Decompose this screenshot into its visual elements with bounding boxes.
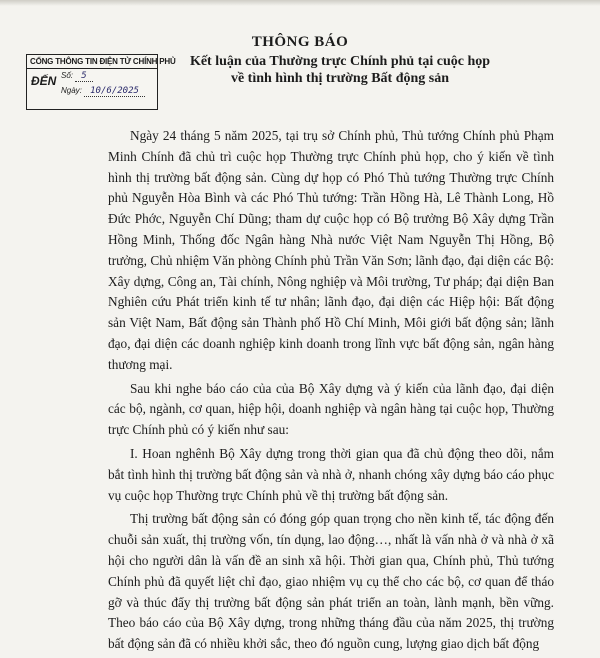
paragraph-3: I. Hoan nghênh Bộ Xây dựng trong thời gian qua đã chủ động theo dõi, nắm bắt tình hình thị trường bất động sản và nhà ở, nhanh chóng xây dựng báo cáo phục vụ cuộc họp Thường trực Chính phủ về thị trường bất động sản. (108, 445, 554, 503)
stamp-ngay-value: 10/6/2025 (84, 86, 145, 97)
paragraph-1: Ngày 24 tháng 5 năm 2025, tại trụ sở Chính phủ, Thủ tướng Chính phủ Phạm Minh Chính đã chủ trì cuộc họp Thường trực Chính phủ họp, cho ý kiến về tình hình thị trường bất động sản. Cùng dự họp có Phó Thủ tướng Thường trực Chính phủ Nguyễn Hòa Bình và các Phó Thủ tướng: Trần Hồng Hà, Lê Thành Long, Hồ Đức Phớc, Nguyễn Chí Dũng; tham dự cuộc họp có Bộ trưởng Bộ Xây dựng Trần Hồng Minh, Thống đốc Ngân hàng Nhà nước Việt Nam Nguyễn Thị Hồng, Bộ trưởng, Chủ nhiệm Văn phòng Chính phủ Trần Văn Sơn; lãnh đạo, đại diện các Bộ: Xây dựng, Công an, Tài chính, Nông nghiệp và Môi trường, Tư pháp; đại diện Ban Nghiên cứu Phát triển kinh tế tư nhân; lãnh đạo, đại diện các Hiệp hội: Bất động sản Việt Nam, Bất động sản Thành phố Hồ Chí Minh, Môi giới bất động sản; lãnh đạo, đại diện các doanh nghiệp kinh doanh trong lĩnh vực bất động sản, ngân hàng thương mại. (108, 128, 554, 372)
received-stamp (26, 54, 176, 110)
stamp-so-label: Số: (61, 71, 74, 80)
stamp-agency: CỔNG THÔNG TIN ĐIỆN TỬ CHÍNH PHỦ (27, 55, 157, 69)
stamp-so-value: 5 (75, 71, 92, 82)
stamp-den-label: ĐẾN (31, 74, 57, 88)
stamp-date-row (61, 86, 145, 96)
page-top-edge (0, 0, 600, 6)
stamp-ngay-label: Ngày: (61, 86, 82, 95)
paragraph-2: Sau khi nghe báo cáo của của Bộ Xây dựng và ý kiến của lãnh đạo, đại diện các bộ, ngành, cơ quan, hiệp hội, doanh nghiệp và ngân hàng tại cuộc họp, Thường trực Chính phủ có ý kiến như sau: (108, 380, 554, 438)
document-subtitle (150, 53, 530, 87)
document-title: THÔNG BÁO (251, 34, 349, 50)
subtitle-line-2: về tình hình thị trường Bất động sản (230, 71, 450, 86)
paragraph-4: Thị trường bất động sản có đóng góp quan trọng cho nền kinh tế, tác động đến chuỗi sản xuất, thị trường vốn, tín dụng, lao động…, nhất là vấn nhà ở và nhà ở xã hội cho người dân là vấn đề an sinh xã hội. Thời gian qua, Chính phủ, Thủ tướng Chính phủ đã quyết liệt chỉ đạo, giao nhiệm vụ cụ thể cho các bộ, cơ quan để tháo gỡ và thúc đẩy thị trường bất động sản phát triển an toàn, lành mạnh, bền vững. Theo báo cáo của Bộ Xây dựng, trong những tháng đầu của năm 2025, thị trường bất động sản đã có nhiều khởi sắc, theo đó nguồn cung, lượng giao dịch bất động (108, 511, 554, 652)
subtitle-line-1: Kết luận của Thường trực Chính phủ tại cuộc họp (189, 54, 491, 69)
stamp-number-row (61, 71, 93, 81)
document-body (108, 126, 554, 658)
